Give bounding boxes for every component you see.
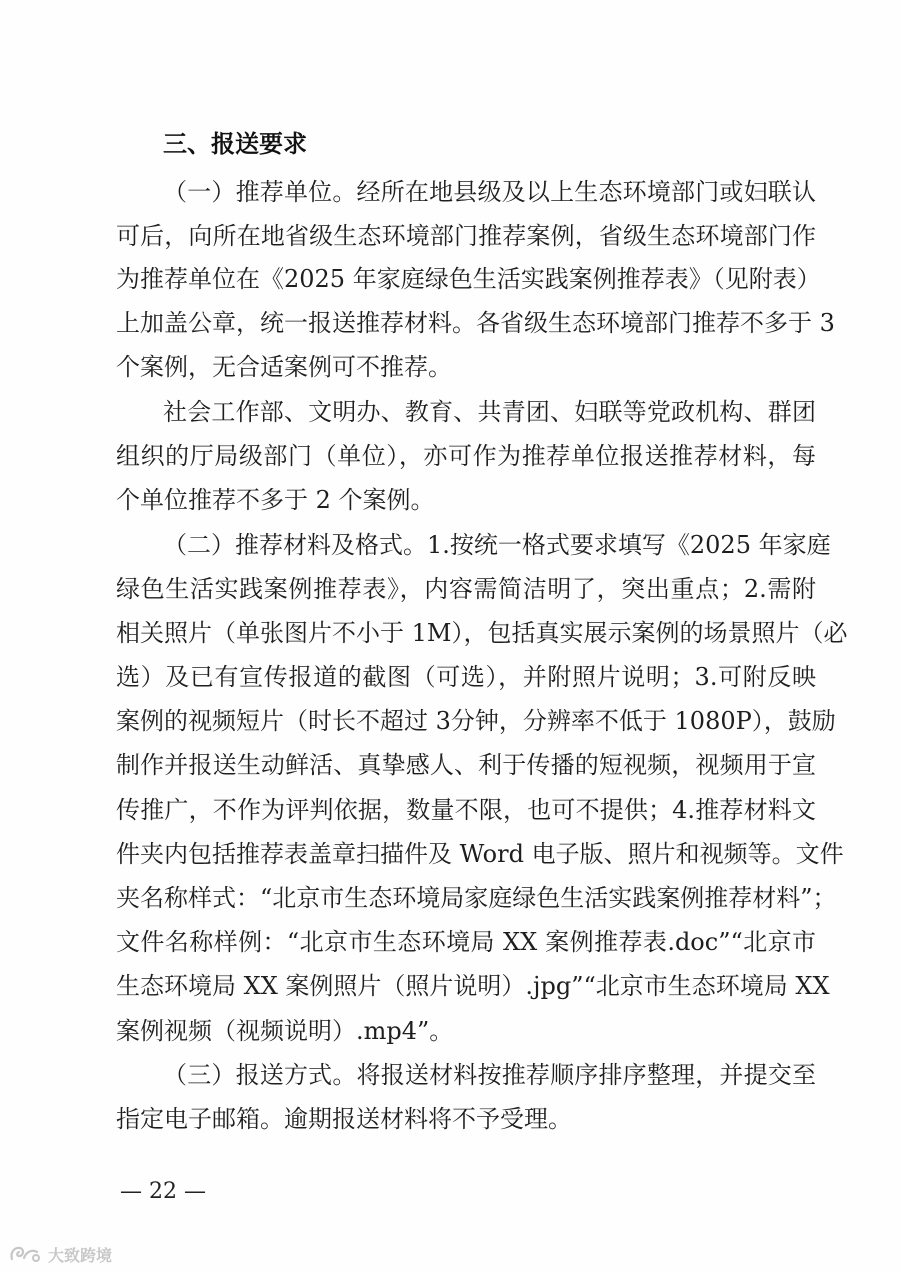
paragraph-line: 传推广，不作为评判依据，数量不限，也可不提供；4.推荐材料文 (116, 796, 816, 824)
paragraph-line: 文件名称样例：“北京市生态环境局 XX 案例推荐表.doc”“北京市 (116, 928, 816, 956)
watermark-text: 大致跨境 (48, 1245, 113, 1265)
paragraph-line: 件夹内包括推荐表盖章扫描件及 Word 电子版、照片和视频等。文件 (116, 840, 844, 868)
paragraph-line: 社会工作部、文明办、教育、共青团、妇联等党政机构、群团 (163, 398, 816, 426)
paragraph-line: （一）推荐单位。经所在地县级及以上生态环境部门或妇联认 (163, 178, 816, 206)
paragraph-line: 个单位推荐不多于 2 个案例。 (116, 486, 435, 514)
paragraph-line: （二）推荐材料及格式。1.按统一格式要求填写《2025 年家庭 (163, 531, 831, 559)
paragraph-line: 个案例，无合适案例可不推荐。 (116, 353, 452, 381)
paragraph-line: 案例视频（视频说明）.mp4”。 (116, 1017, 454, 1045)
paragraph-line: （三）报送方式。将报送材料按推荐顺序排序整理，并提交至 (163, 1061, 816, 1089)
page-number: — 22 — (120, 1179, 206, 1204)
watermark (8, 1241, 112, 1267)
paragraph-line: 制作并报送生动鲜活、真挚感人、利于传播的短视频，视频用于宣 (116, 751, 816, 779)
paragraph-line: 生态环境局 XX 案例照片（照片说明）.jpg”“北京市生态环境局 XX (116, 972, 830, 1000)
paragraph-line: 组织的厅局级部门（单位），亦可作为推荐单位报送推荐材料，每 (116, 442, 816, 470)
paragraph-line: 绿色生活实践案例推荐表》，内容需简洁明了，突出重点；2.需附 (116, 575, 816, 603)
paragraph-line: 选）及已有宣传报道的截图（可选），并附照片说明；3.可附反映 (116, 663, 816, 691)
paragraph-line: 指定电子邮箱。逾期报送材料将不予受理。 (116, 1105, 572, 1133)
section-heading: 三、报送要求 (163, 130, 307, 158)
paragraph-line: 为推荐单位在《2025 年家庭绿色生活实践案例推荐表》（见附表） (116, 265, 821, 293)
paragraph-line: 上加盖公章，统一报送推荐材料。各省级生态环境部门推荐不多于 3 (116, 309, 835, 337)
paragraph-line: 夹名称样式：“北京市生态环境局家庭绿色生活实践案例推荐材料”； (116, 884, 837, 912)
paragraph-line: 相关照片（单张图片不小于 1M），包括真实展示案例的场景照片（必 (116, 619, 848, 647)
watermark-logo-icon (8, 1243, 42, 1265)
paragraph-line: 案例的视频短片（时长不超过 3分钟，分辨率不低于 1080P），鼓励 (116, 707, 836, 735)
paragraph-line: 可后，向所在地省级生态环境部门推荐案例，省级生态环境部门作 (116, 222, 816, 250)
